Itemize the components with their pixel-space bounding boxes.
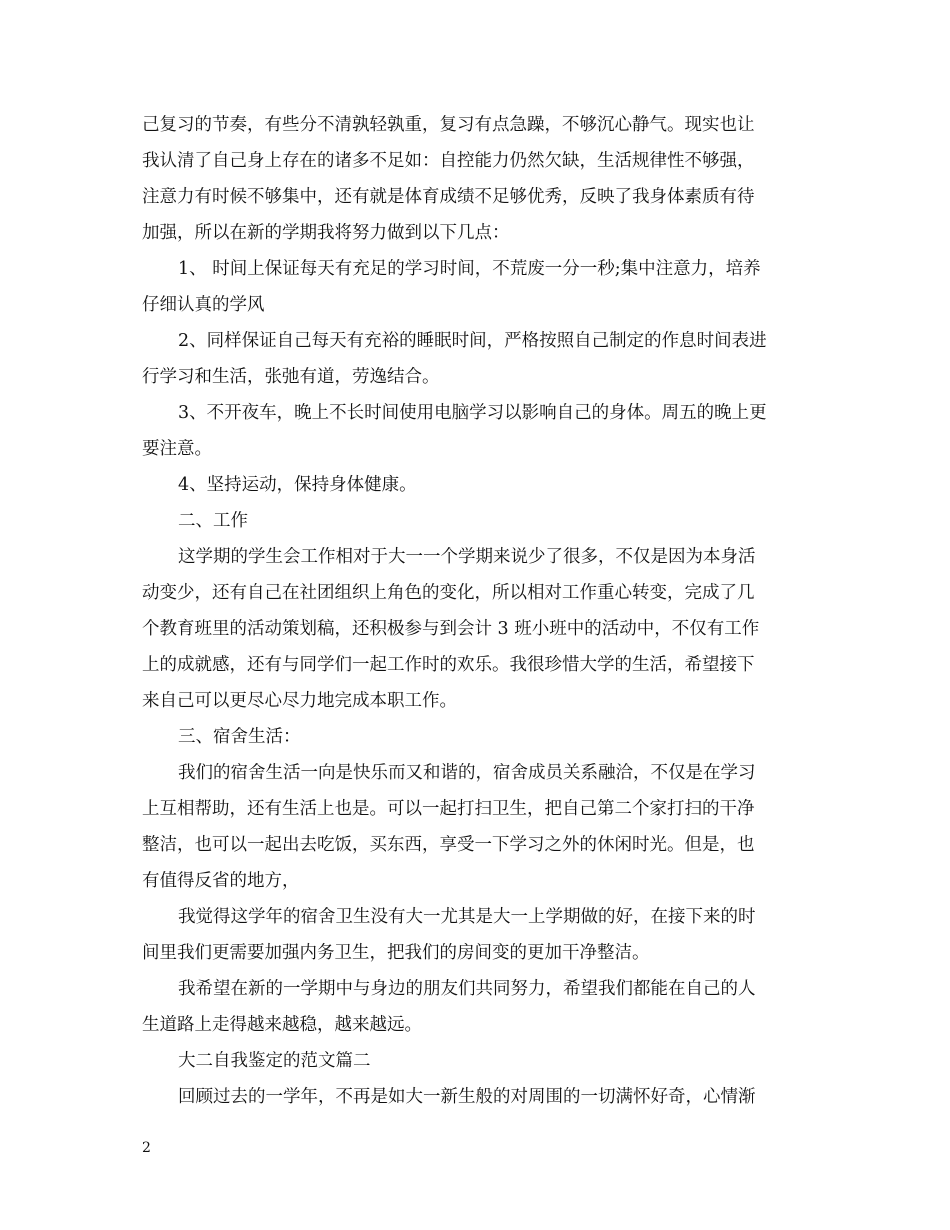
paragraph-start-line: 这学期的学生会工作相对于大一一个学期来说少了很多，不仅是因为本身活 <box>178 547 756 567</box>
text-line: 来自己可以更尽心尽力地完成本职工作。 <box>142 691 457 711</box>
text-line: 有值得反省的地方， <box>142 871 300 891</box>
text-line: 要注意。 <box>142 439 212 459</box>
list-item-3-line: 3、不开夜车，晚上不长时间使用电脑学习以影响自己的身体。周五的晚上更 <box>178 403 767 423</box>
page-number: 2 <box>142 1140 151 1156</box>
paragraph-start-line: 我觉得这学年的宿舍卫生没有大一尤其是大一上学期做的好，在接下来的时 <box>178 907 756 927</box>
list-item-1-line: 1、 时间上保证每天有充足的学习时间，不荒废一分一秒;集中注意力，培养 <box>178 259 761 279</box>
text-line: 间里我们更需要加强内务卫生，把我们的房间变的更加干净整洁。 <box>142 943 650 963</box>
paragraph-start-line: 我希望在新的一学期中与身边的朋友们共同努力，希望我们都能在自己的人 <box>178 979 756 999</box>
section-heading-sample-two: 大二自我鉴定的范文篇二 <box>178 1051 371 1071</box>
text-line: 上互相帮助，还有生活上也是。可以一起打扫卫生，把自己第二个家打扫的干净 <box>142 799 755 819</box>
section-heading-dorm-life: 三、宿舍生活： <box>178 727 301 747</box>
list-item-2-line: 2、同样保证自己每天有充裕的睡眠时间，严格按照自己制定的作息时间表进 <box>178 331 767 351</box>
text-line: 动变少，还有自己在社团组织上角色的变化，所以相对工作重心转变，完成了几 <box>142 583 755 603</box>
text-line: 注意力有时候不够集中，还有就是体育成绩不足够优秀，反映了我身体素质有待 <box>142 187 755 207</box>
text-line: 个教育班里的活动策划稿，还积极参与到会计 3 班小班中的活动中，不仅有工作 <box>142 619 760 639</box>
text-line: 行学习和生活，张弛有道，劳逸结合。 <box>142 367 440 387</box>
paragraph-start-line: 回顾过去的一学年，不再是如大一新生般的对周围的一切满怀好奇，心情渐 <box>178 1087 756 1107</box>
text-line: 生道路上走得越来越稳，越来越远。 <box>142 1015 422 1035</box>
section-heading-work: 二、工作 <box>178 511 248 531</box>
text-line: 整洁，也可以一起出去吃饭，买东西，享受一下学习之外的休闲时光。但是，也 <box>142 835 755 855</box>
list-item-4-line: 4、坚持运动，保持身体健康。 <box>178 475 417 495</box>
text-line: 上的成就感，还有与同学们一起工作时的欢乐。我很珍惜大学的生活，希望接下 <box>142 655 755 675</box>
text-line: 仔细认真的学风 <box>142 295 265 315</box>
text-line: 己复习的节奏，有些分不清孰轻孰重，复习有点急躁，不够沉心静气。现实也让 <box>142 115 755 135</box>
text-line: 加强，所以在新的学期我将努力做到以下几点： <box>142 223 510 243</box>
paragraph-start-line: 我们的宿舍生活一向是快乐而又和谐的，宿舍成员关系融洽，不仅是在学习 <box>178 763 756 783</box>
text-line: 我认清了自己身上存在的诸多不足如：自控能力仍然欠缺，生活规律性不够强， <box>142 151 755 171</box>
